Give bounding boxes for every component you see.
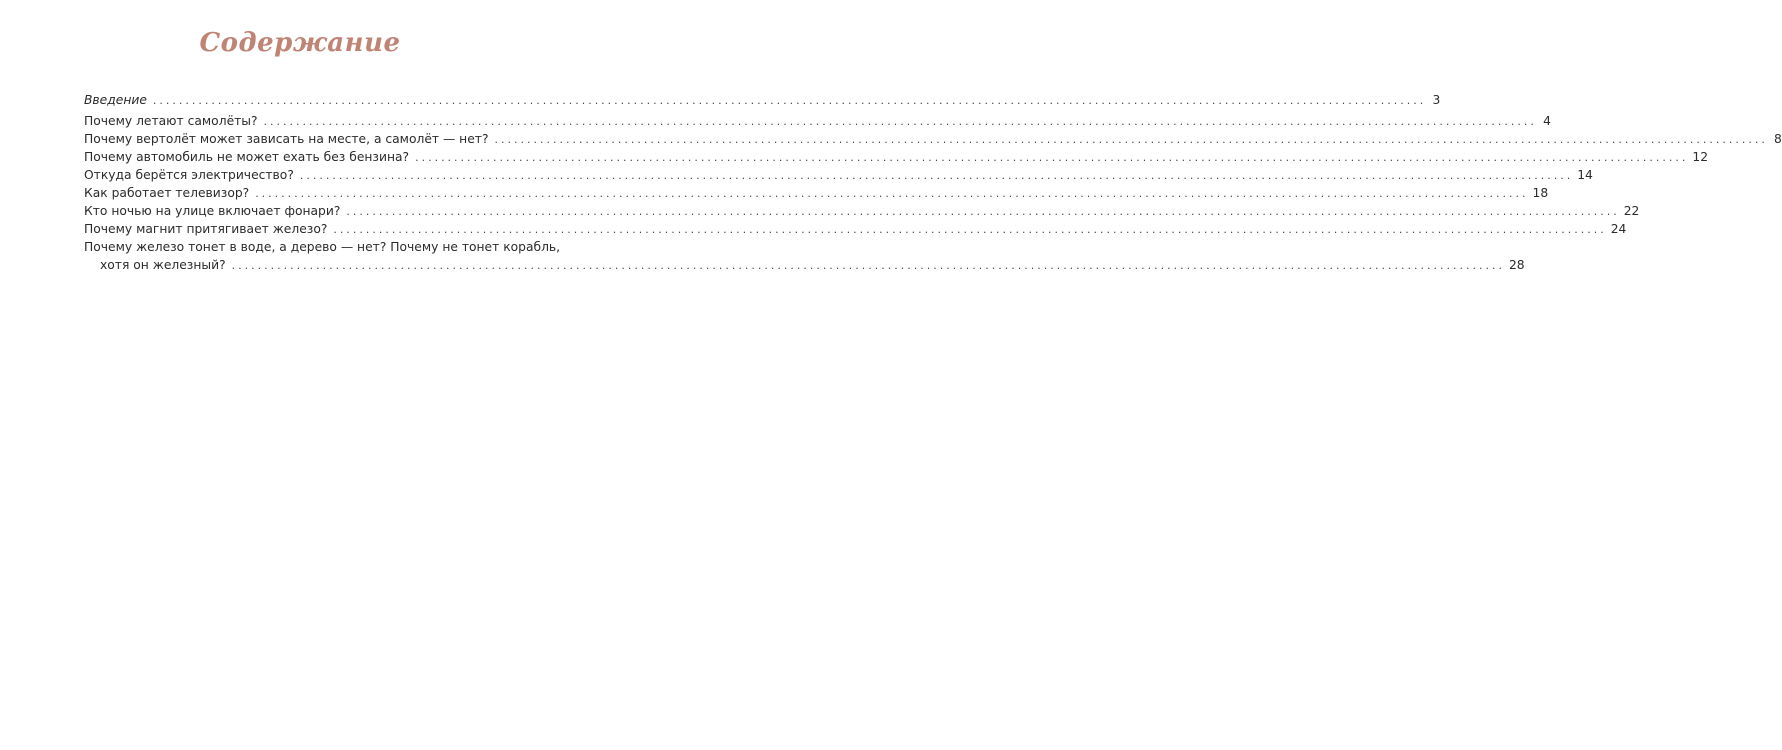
toc-leader-dots: .................................................................................................................................................................................................... <box>231 259 1505 272</box>
toc-leader-dots: .................................................................................................................................................................................................... <box>333 223 1607 236</box>
page-title: Содержание <box>199 28 401 58</box>
toc-entry-label: Как работает телевизор? <box>84 186 250 200</box>
toc-entry-continuation <box>84 257 1525 273</box>
toc-page-number: 22 <box>1623 204 1640 218</box>
toc-page-number: 12 <box>1692 150 1709 164</box>
toc-entry-multiline[interactable] <box>84 239 1525 273</box>
toc-entry-label: Почему магнит притягивает железо? <box>84 222 328 236</box>
toc-entry[interactable] <box>84 113 1551 129</box>
toc-leader-dots: .................................................................................................................................................................................................... <box>346 205 1620 218</box>
toc-entry[interactable] <box>84 131 1782 147</box>
toc-page-number: 4 <box>1543 114 1551 128</box>
toc-entry[interactable] <box>84 221 1627 237</box>
toc-leader-dots: .................................................................................................................................................................................................... <box>152 94 1427 107</box>
toc-entry-label: Откуда берётся электричество? <box>84 168 294 182</box>
toc-leader-dots: .................................................................................................................................................................................................... <box>494 133 1768 146</box>
toc-entry[interactable] <box>84 203 1640 219</box>
toc-entry-label: Введение <box>84 93 147 107</box>
toc-entry-intro[interactable] <box>84 92 1441 108</box>
toc-entry-label-line1: Почему железо тонет в воде, а дерево — нет? Почему не тонет корабль, <box>84 240 561 254</box>
toc-page-number: 24 <box>1610 222 1627 236</box>
toc-entry-label-line2: хотя он железный? <box>100 258 226 272</box>
toc-page-number: 18 <box>1532 186 1549 200</box>
toc-leader-dots: .................................................................................................................................................................................................... <box>263 115 1537 128</box>
toc-page-number: 3 <box>1432 93 1441 107</box>
toc-entry-label: Почему летают самолёты? <box>84 114 258 128</box>
table-of-contents <box>84 92 1782 275</box>
toc-page-number: 28 <box>1508 258 1525 272</box>
toc-entry[interactable] <box>84 185 1549 201</box>
toc-entry-label: Почему вертолёт может зависать на месте, а самолёт — нет? <box>84 132 489 146</box>
toc-page-number: 14 <box>1577 168 1593 182</box>
toc-leader-dots: .................................................................................................................................................................................................... <box>299 169 1574 182</box>
toc-entry[interactable] <box>84 167 1593 183</box>
toc-leader-dots: .................................................................................................................................................................................................... <box>415 151 1689 164</box>
toc-entry-label: Кто ночью на улице включает фонари? <box>84 204 341 218</box>
toc-entry-label: Почему автомобиль не может ехать без бензина? <box>84 150 410 164</box>
toc-leader-dots: .................................................................................................................................................................................................... <box>255 187 1529 200</box>
toc-page-number: 8 <box>1774 132 1782 146</box>
toc-entry[interactable] <box>84 149 1709 165</box>
